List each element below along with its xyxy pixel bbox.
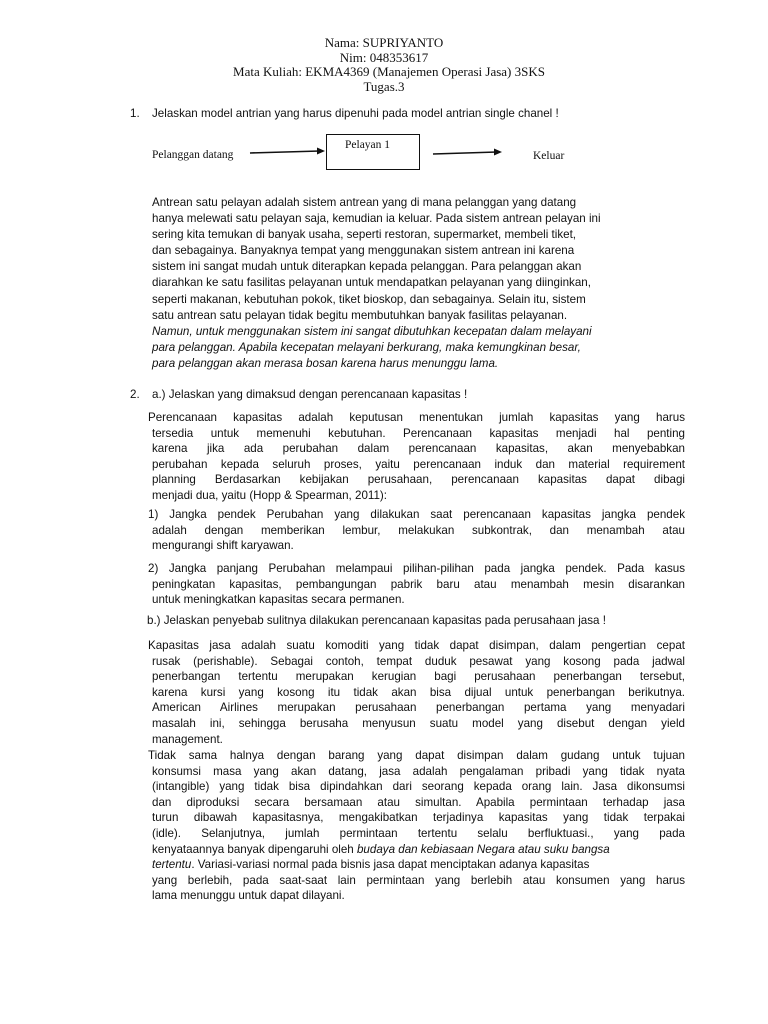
answer-line: untuk meningkatkan kapasitas secara permanen.	[152, 593, 405, 607]
server-label: Pelayan 1	[345, 139, 391, 151]
answer-line: Tidak sama halnya dengan barang yang dapat disimpan dalam gudang untuk tujuan	[148, 749, 685, 762]
answer-line: menjadi dua, yaitu (Hopp & Spearman, 2011):	[152, 488, 388, 502]
answer-line: Antrean satu pelayan adalah sistem antrean yang di mana pelanggan yang datang	[152, 196, 577, 209]
answer-line: karena jika ada perubahan dalam perencanaan kapasitas, akan menyebabkan	[152, 442, 685, 456]
answer-line: penerbangan tertentu merupakan kerugian bagi perusahaan penerbangan tersebut,	[152, 670, 685, 684]
label-customer-arrives: Pelanggan datang	[152, 149, 234, 161]
answer-line: lama menunggu untuk dapat dilayani.	[152, 889, 345, 903]
answer-line: management.	[152, 732, 223, 746]
server-box	[326, 134, 420, 170]
answer-line: (idle). Selanjutnya, jumlah permintaan tertentu selalu berfluktuasi., yang pada	[152, 826, 685, 840]
answer-line: satu antrean satu pelayan tidak begitu membutuhkan banyak fasilitas pelayanan.	[152, 308, 568, 322]
answer-line: karena kursi yang kosong itu tidak akan bisa dijual untuk penerbangan berikutnya.	[152, 685, 685, 699]
answer-line: sistem ini sangat mudah untuk diterapkan kepada pelanggan. Para pelanggan akan	[152, 260, 582, 274]
answer-line: Kapasitas jasa adalah suatu komoditi yang tidak dapat disimpan, dalam pengertian cepat	[148, 639, 685, 652]
answer-line: 1) Jangka pendek Perubahan yang dilakukan saat perencanaan kapasitas jangka pendek	[148, 508, 685, 521]
line-text: . Variasi-variasi normal pada bisnis jasa dapat menciptakan adanya kapasitas	[191, 858, 590, 872]
label-exit: Keluar	[533, 150, 565, 162]
question-number: 2.	[130, 388, 140, 401]
document-header	[0, 36, 768, 94]
answer-line: Perencanaan kapasitas adalah keputusan menentukan jumlah kapasitas yang harus	[148, 411, 685, 424]
answer-line: yang berlebih, pada saat-saat lain permintaan yang berlebih atau konsumen yang harus	[152, 873, 685, 887]
answer-line: planning Berdasarkan kebijakan perusahaan, perencanaan kapasitas dapat dibagi	[152, 473, 685, 487]
answer-line-mixed	[148, 842, 685, 858]
arrow-out-head	[494, 149, 502, 156]
answer-line: seperti makanan, kebutuhan pokok, tiket bioskop, dan sebagainya. Selain itu, sistem	[152, 292, 586, 306]
question-text: b.) Jelaskan penyebab sulitnya dilakukan perencanaan kapasitas pada perusahaan jasa !	[147, 614, 606, 627]
answer-line: diarahkan ke satu fasilitas pelayanan untuk mendapatkan pelayanan yang diinginkan,	[152, 276, 591, 290]
question-text: a.) Jelaskan yang dimaksud dengan perencanaan kapasitas !	[152, 388, 468, 401]
single-channel-queue-diagram	[152, 134, 612, 182]
answer-line: adalah dengan memberikan lembur, melakukan subkontrak, dan menambah atau	[152, 523, 685, 537]
answer-line: sering kita temukan di banyak usaha, seperti restoran, supermarket, membeli tiket,	[152, 228, 577, 242]
answer-line: perubahan kepada seluruh proses, yaitu perencanaan induk dan material requirement	[152, 457, 685, 471]
answer-line: tersedia untuk memenuhi kebutuhan. Perencanaan kapasitas menjadi hal penting	[152, 426, 685, 440]
student-name: Nama: SUPRIYANTO	[324, 35, 444, 50]
answer-line: rusak (perishable). Sebagai contoh, tempat duduk pesawat yang kosong pada jadwal	[152, 654, 685, 668]
student-nim: Nim: 048353617	[339, 49, 429, 65]
answer-line: peningkatan kapasitas, pembangungan pabrik baru atau menambah mesin disarankan	[152, 577, 685, 591]
answer-line: American Airlines merupakan perusahaan penerbangan pertama yang menyadari	[152, 701, 685, 715]
question-2b	[147, 614, 606, 627]
point-1-short-term	[148, 507, 685, 554]
line-text-italic: budaya dan kebiasaan Negara atau suku bangsa	[356, 842, 610, 856]
answer-line: 2) Jangka panjang Perubahan melampaui pilihan-pilihan pada jangka pendek. Pada kasus	[148, 562, 685, 575]
answer-2a-paragraph	[148, 410, 685, 504]
arrow-out-line	[433, 152, 497, 154]
line-text-italic: tertentu	[152, 858, 192, 872]
question-text: Jelaskan model antrian yang harus dipenuhi pada model antrian single chanel !	[152, 107, 559, 120]
course-name: Mata Kuliah: EKMA4369 (Manajemen Operasi Jasa) 3SKS	[233, 64, 545, 79]
answer-line: turun dibawah kapasitasnya, mengakibatkan terjadinya kapasitas yang tidak terpakai	[152, 811, 685, 825]
point-2-long-term	[148, 561, 685, 608]
answer-line: mengurangi shift karyawan.	[152, 539, 294, 553]
line-text: kenyataannya banyak dipengaruhi oleh	[152, 842, 357, 856]
arrow-in-line	[250, 151, 320, 153]
assignment-title: Tugas.3	[363, 78, 405, 94]
answer-line: hanya melewati satu pelayan saja, kemudian ia keluar. Pada sistem antrean pelayan ini	[152, 212, 601, 226]
answer-line-italic: Namun, untuk menggunakan sistem ini sangat dibutuhkan kecepatan dalam melayani	[152, 324, 592, 338]
answer-1-paragraph	[152, 195, 692, 372]
answer-line-italic: para pelanggan. Apabila kecepatan melayani berkurang, maka kemungkinan besar,	[152, 340, 581, 354]
answer-line: masalah ini, sehingga berusaha menyusun suatu model yang disebut dengan yield	[152, 716, 685, 730]
answer-line: dan diproduksi secara bersamaan atau simultan. Apabila permintaan terhadap jasa	[152, 795, 685, 809]
question-number: 1.	[130, 107, 140, 120]
answer-line: (intangible) yang tidak bisa dipindahkan dari seorang kepada orang lain. Jasa dikonsumsi	[152, 780, 685, 794]
answer-line: konsumsi masa yang akan datang, jasa adalah pengalaman pribadi yang tidak nyata	[152, 764, 685, 778]
arrow-in-head	[317, 148, 325, 155]
answer-line: dan sebagainya. Banyaknya tempat yang menggunakan sistem antrean ini karena	[152, 244, 575, 258]
answer-2b-paragraph-2	[148, 748, 685, 904]
answer-line-mixed	[148, 857, 685, 873]
answer-line-italic: para pelanggan akan merasa bosan karena harus menunggu lama.	[152, 356, 499, 370]
answer-2b-paragraph-1	[148, 638, 685, 747]
